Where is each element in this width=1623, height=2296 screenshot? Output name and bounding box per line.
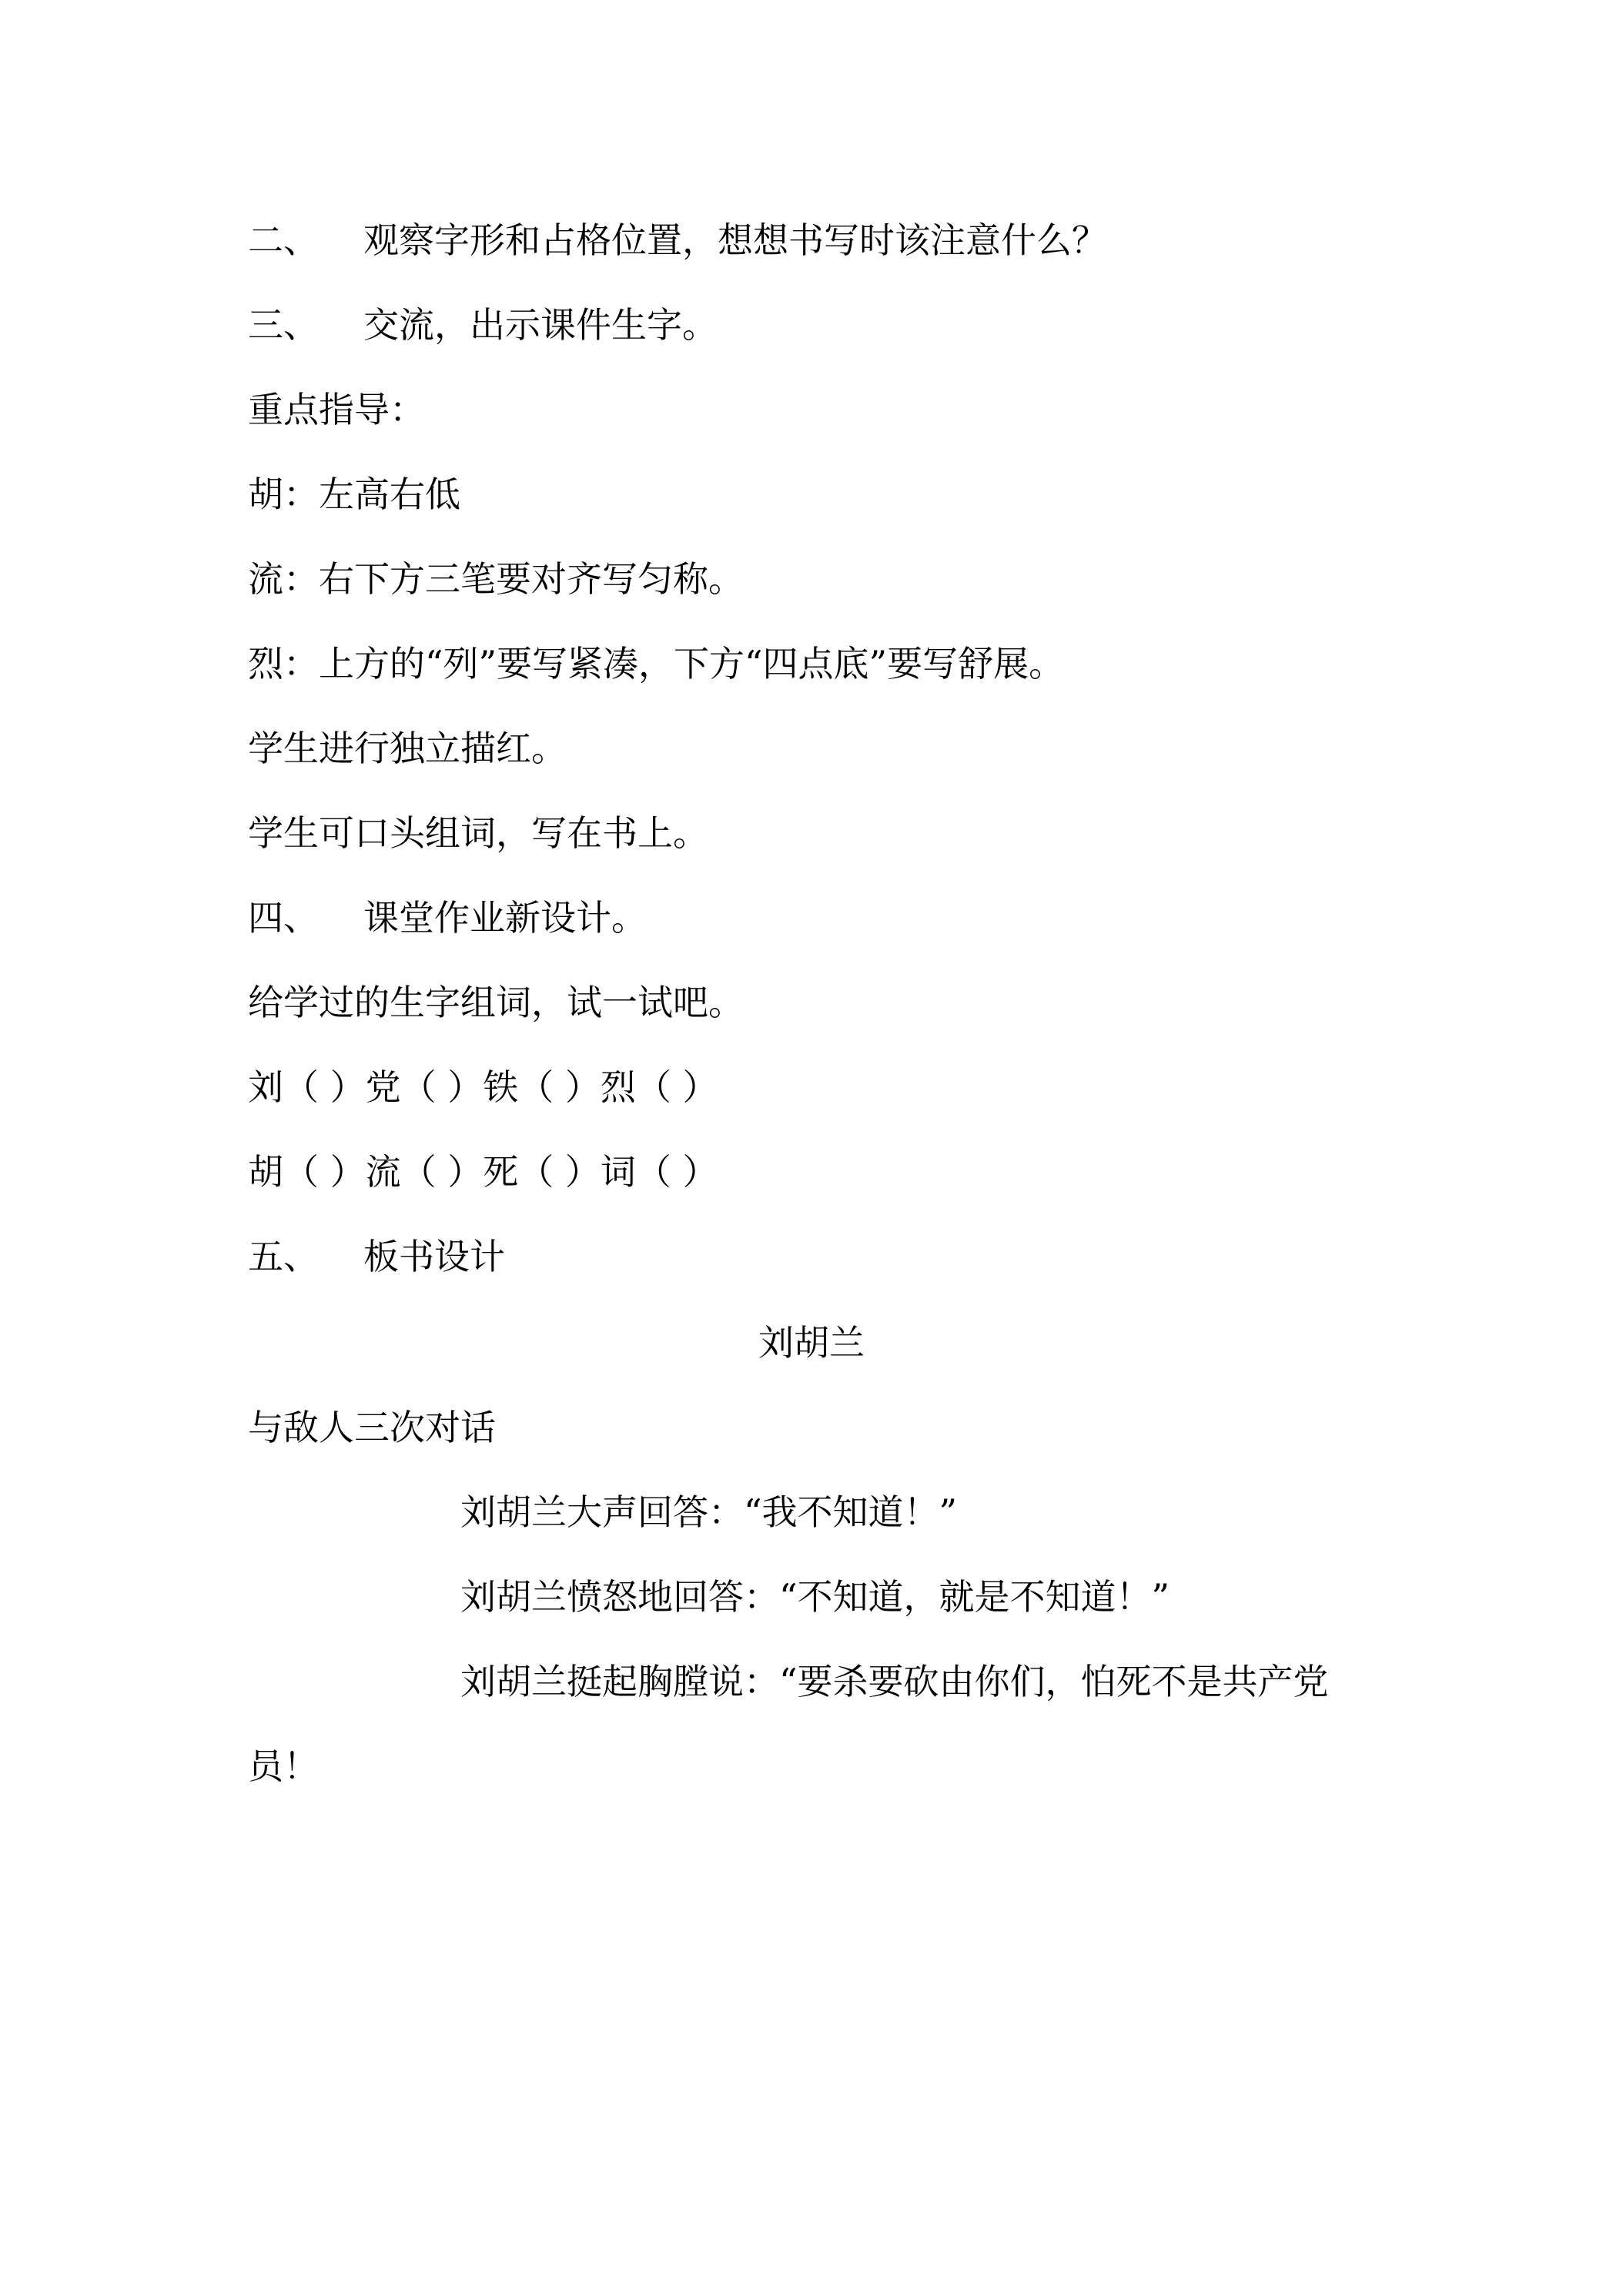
section-four (248, 895, 647, 941)
guidance-hu: 胡：左高右低 (248, 474, 460, 515)
section-text: 板书设计 (363, 1236, 505, 1277)
board-dialog-3: 刘胡兰挺起胸膛说：“要杀要砍由你们，怕死不是共产党 (460, 1661, 1329, 1702)
guidance-lie: 烈：上方的“列”要写紧凑，下方“四点底”要写舒展。 (248, 643, 1065, 684)
section-two (248, 217, 1107, 263)
exercise-row-1: 刘（ ）党（ ）铁（ ）烈（ ） (248, 1066, 718, 1108)
board-subtitle: 与敌人三次对话 (248, 1407, 496, 1448)
section-number: 五、 (248, 1236, 319, 1277)
guidance-heading: 重点指导： (248, 389, 425, 430)
section-number: 三、 (248, 304, 319, 346)
section-text: 课堂作业新设计。 (363, 897, 647, 939)
section-text: 观察字形和占格位置，想想书写时该注意什么？ (363, 219, 1107, 261)
board-dialog-2: 刘胡兰愤怒地回答：“不知道，就是不知道！” (460, 1576, 1170, 1618)
exercise-instruction: 给学过的生字组词，试一试吧。 (248, 982, 744, 1023)
section-text: 交流，出示课件生字。 (363, 304, 718, 346)
guidance-words: 学生可口头组词，写在书上。 (248, 812, 708, 854)
board-title: 刘胡兰 (758, 1322, 865, 1364)
guidance-trace: 学生进行独立描红。 (248, 728, 567, 769)
exercise-row-2: 胡（ ）流（ ）死（ ）词（ ） (248, 1151, 718, 1193)
section-three (248, 302, 718, 348)
section-number: 四、 (248, 897, 319, 939)
board-dialog-3-continued: 员！ (248, 1745, 319, 1787)
section-number: 二、 (248, 219, 319, 261)
guidance-liu: 流：右下方三笔要对齐写匀称。 (248, 558, 744, 600)
section-five (248, 1233, 505, 1280)
board-dialog-1: 刘胡兰大声回答：“我不知道！” (460, 1491, 958, 1533)
